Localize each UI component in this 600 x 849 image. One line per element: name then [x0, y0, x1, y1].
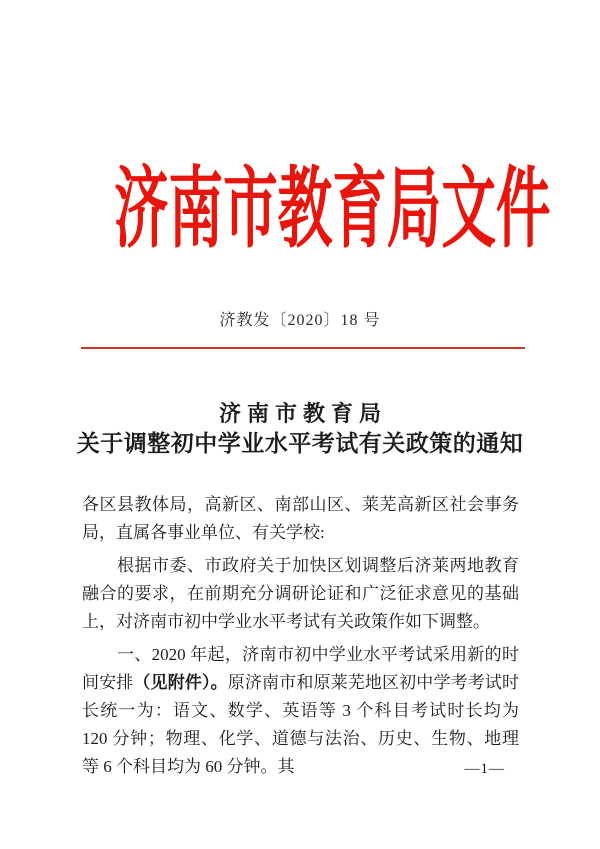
paragraph-background: 根据市委、市政府关于加快区划调整后济莱两地教育融合的要求，在前期充分调研论证和广泛征求意见的基础上，对济南市初中学业水平考试有关政策作如下调整。: [82, 556, 519, 631]
recipients-line: 各区县教体局，高新区、南部山区、莱芜高新区社会事务局，直属各事业单位、有关学校:: [82, 495, 519, 542]
agency-banner-title: 济南市教育局文件: [114, 162, 551, 259]
document-title-agency: 济南市教育局: [218, 401, 387, 426]
red-separator-line: [81, 347, 525, 349]
paragraph-item-one-lead: 一、2020 年起，济南市初中学业水平考试采用新的时间安排: [82, 645, 519, 692]
paragraph-item-one: [82, 641, 519, 781]
paragraph-item-one-rest: 原济南市和原莱芜地区初中学考考试时长统一为：语文、数学、英语等 3 个科目考试时长均为 120 分钟；物理、化学、道德与法治、历史、生物、地理等 6 个科目均为 60 分钟。其: [82, 673, 520, 776]
document-number: 济教发〔2020〕18 号: [219, 312, 381, 329]
document-title-subject: 关于调整初中学业水平考试有关政策的通知: [76, 431, 524, 456]
see-attachment-bold-note: （见附件）。: [133, 673, 228, 692]
document-body: [82, 491, 519, 786]
page-number: —1—: [464, 761, 505, 777]
